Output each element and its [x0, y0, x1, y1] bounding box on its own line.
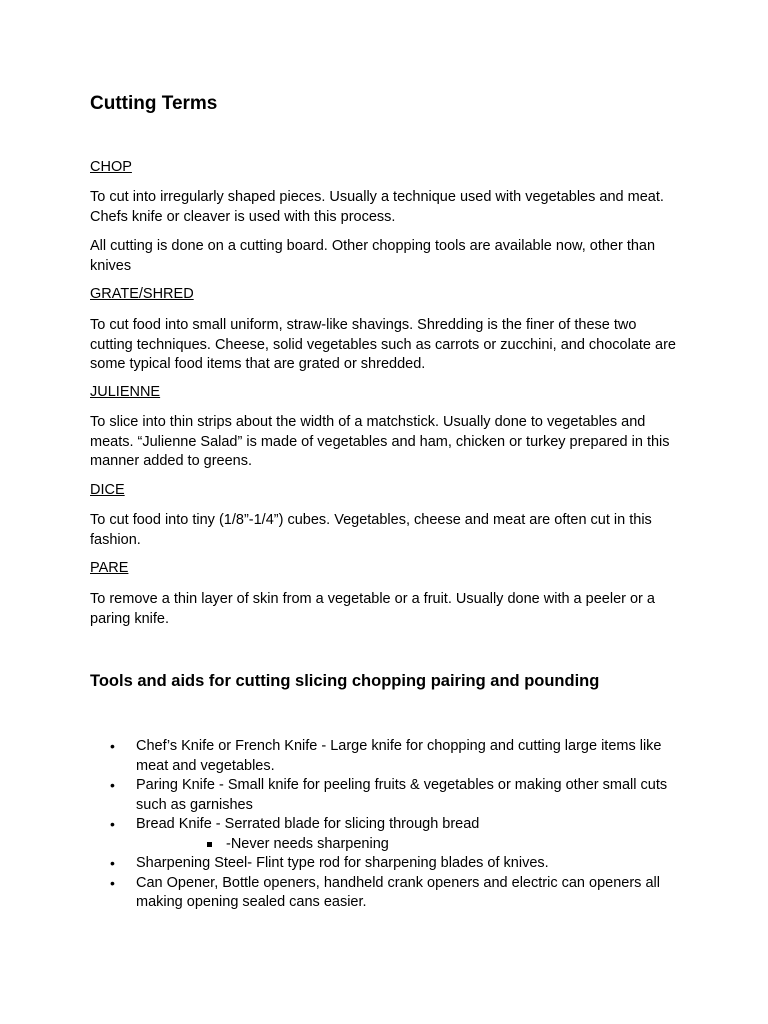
list-item — [90, 874, 676, 913]
term-description-dice: To cut food into tiny (1/8”-1/4”) cubes. Vegetables, cheese and meat are often cut in this fashion. — [90, 512, 652, 548]
list-subitem-text: -Never needs sharpening — [226, 835, 389, 852]
tools-list — [90, 737, 690, 913]
term-heading-pare: PARE — [90, 560, 129, 576]
term-description-julienne: To slice into thin strips about the width of a matchstick. Usually done to vegetables and meats. “Julienne Salad” is made of vegetables and ham, chicken or turkey prepared in this manner added to greens. — [90, 414, 670, 469]
term-description-pare: To remove a thin layer of skin from a vegetable or a fruit. Usually done with a peeler or a paring knife. — [90, 591, 655, 627]
term-heading-julienne: JULIENNE — [90, 384, 161, 400]
list-item — [90, 737, 676, 776]
list-item-text: Can Opener, Bottle openers, handheld crank openers and electric can openers all making opening sealed cans easier. — [136, 874, 660, 910]
list-item — [90, 854, 676, 874]
square-bullet-icon — [207, 842, 212, 847]
bullet-icon: • — [110, 874, 115, 891]
list-subitem — [90, 835, 690, 855]
bullet-icon: • — [110, 777, 115, 793]
bullet-icon: • — [110, 855, 115, 871]
list-item — [90, 776, 676, 815]
tools-heading: Tools and aids for cutting slicing chopping pairing and pounding — [90, 672, 600, 690]
list-item-text: Bread Knife - Serrated blade for slicing through bread — [136, 816, 480, 832]
list-item-text: Paring Knife - Small knife for peeling fruits & vegetables or making other small cuts such as garnishes — [136, 777, 668, 813]
term-heading-grate-shred: GRATE/SHRED — [90, 286, 194, 302]
term-description-chop-1: To cut into irregularly shaped pieces. Usually a technique used with vegetables and meat. Chefs knife or cleaver is used with this process. — [90, 189, 664, 225]
list-item-text: Chef’s Knife or French Knife - Large knife for chopping and cutting large items like meat and vegetables. — [136, 738, 662, 774]
bullet-icon: • — [110, 738, 115, 754]
term-description-grate-shred: To cut food into small uniform, straw-like shavings. Shredding is the finer of these two cutting techniques. Cheese, solid vegetables such as carrots or zucchini, and chocolate are some typical food items that are grated or shredded. — [90, 317, 676, 372]
term-heading-chop: CHOP — [90, 159, 132, 175]
term-heading-dice: DICE — [90, 482, 125, 498]
term-description-chop-2: All cutting is done on a cutting board. Other chopping tools are available now, other than knives — [90, 238, 656, 274]
list-item — [90, 815, 676, 835]
page-title: Cutting Terms — [90, 93, 218, 114]
bullet-icon: • — [110, 816, 115, 832]
list-item-text: Sharpening Steel- Flint type rod for sharpening blades of knives. — [136, 855, 549, 871]
